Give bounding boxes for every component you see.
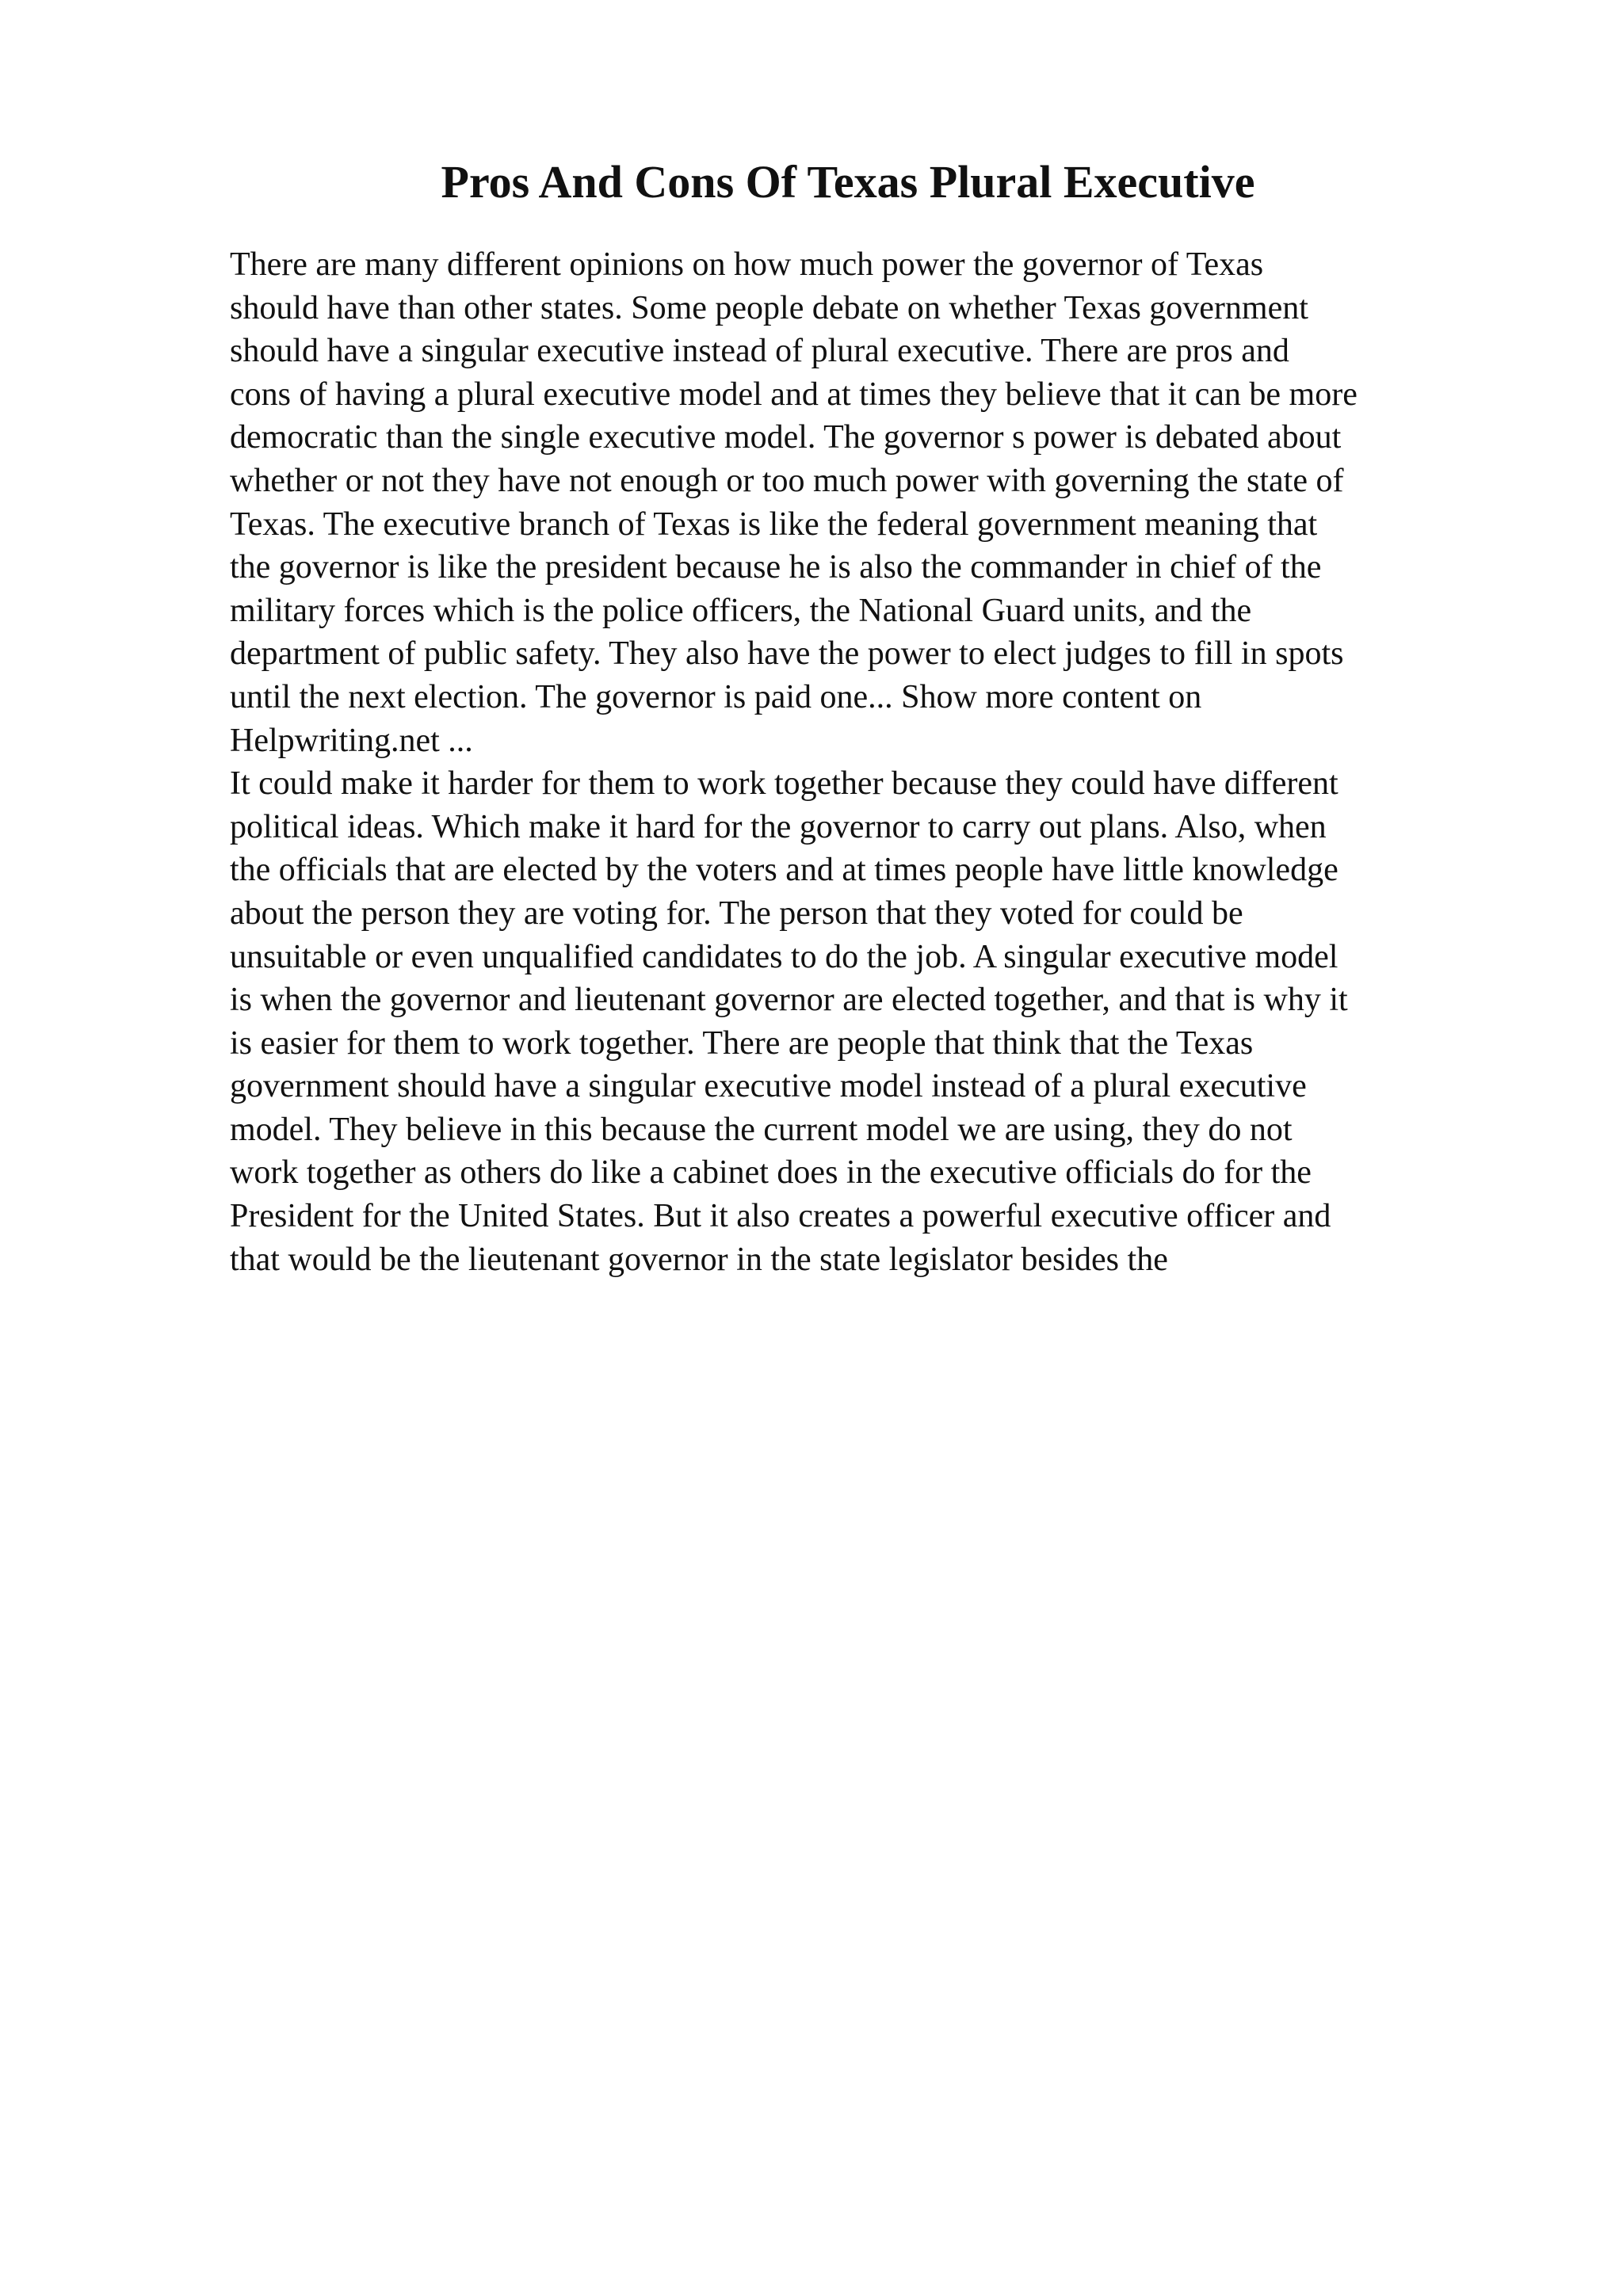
body-line: that would be the lieutenant governor in the state legislator besides the bbox=[230, 1241, 1168, 1278]
body-line: There are many different opinions on how much power the governor of Texas bbox=[230, 246, 1264, 283]
body-line: the officials that are elected by the voters and at times people have little knowledge bbox=[230, 852, 1338, 889]
body-line: military forces which is the police officers, the National Guard units, and the bbox=[230, 592, 1252, 629]
body-line: department of public safety. They also have the power to elect judges to fill in spots bbox=[230, 635, 1344, 673]
document-body bbox=[230, 243, 1498, 1281]
body-line: government should have a singular executive model instead of a plural executive bbox=[230, 1068, 1307, 1105]
body-line: is when the governor and lieutenant governor are elected together, and that is why it bbox=[230, 982, 1348, 1019]
body-line: whether or not they have not enough or too much power with governing the state of bbox=[230, 462, 1344, 499]
body-line: cons of having a plural executive model and at times they believe that it can be more bbox=[230, 376, 1358, 413]
body-line: President for the United States. But it also creates a powerful executive officer and bbox=[230, 1198, 1331, 1235]
body-line: is easier for them to work together. There are people that think that the Texas bbox=[230, 1024, 1254, 1062]
body-line: political ideas. Which make it hard for the governor to carry out plans. Also, when bbox=[230, 808, 1327, 845]
body-line: Texas. The executive branch of Texas is like the federal government meaning that bbox=[230, 505, 1318, 543]
body-line: about the person they are voting for. The person that they voted for could be bbox=[230, 894, 1243, 932]
body-line: work together as others do like a cabinet does in the executive officials do for the bbox=[230, 1154, 1312, 1192]
body-line: Helpwriting.net ... bbox=[230, 722, 473, 759]
body-line: model. They believe in this because the current model we are using, they do not bbox=[230, 1111, 1293, 1148]
document-title: Pros And Cons Of Texas Plural Executive bbox=[441, 156, 1255, 208]
body-line: democratic than the single executive model. The governor s power is debated about bbox=[230, 419, 1342, 456]
body-line: the governor is like the president because he is also the commander in chief of the bbox=[230, 549, 1322, 586]
body-line: should have than other states. Some people debate on whether Texas government bbox=[230, 289, 1308, 326]
body-line: until the next election. The governor is paid one... Show more content on bbox=[230, 678, 1202, 715]
body-line: should have a singular executive instead of plural executive. There are pros and bbox=[230, 333, 1289, 370]
body-line: It could make it harder for them to work together because they could have different bbox=[230, 765, 1338, 803]
body-line: unsuitable or even unqualified candidates to do the job. A singular executive model bbox=[230, 938, 1338, 975]
